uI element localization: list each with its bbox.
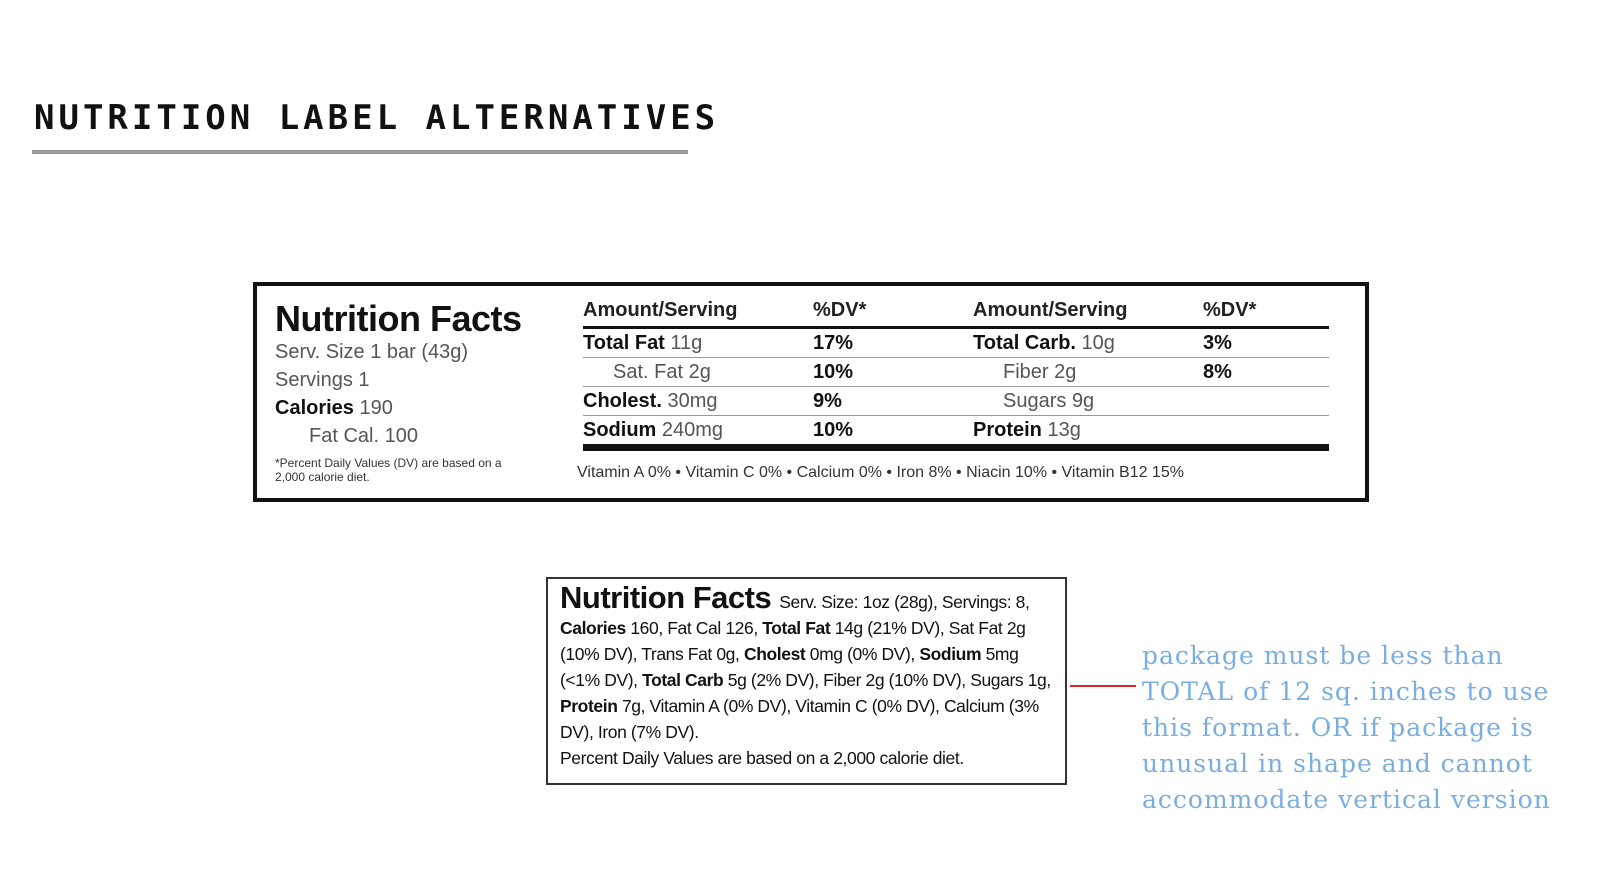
nutrient-dv: 9% [813, 390, 842, 412]
nutrient-amount: 240mg [661, 419, 724, 441]
nutrient-dv: 10% [813, 419, 854, 441]
table-row [583, 416, 1329, 451]
nutrient-grid [583, 296, 1329, 451]
nutrient-name: Sugars [1003, 390, 1067, 412]
nutrient-name: Total Carb. [973, 332, 1076, 354]
dv-footnote: *Percent Daily Values (DV) are based on a 2,000 calorie diet. [275, 456, 502, 484]
linear-label-text [560, 580, 1053, 771]
nutrient-cell [583, 387, 718, 415]
nutrient-amount: 30mg [667, 390, 718, 412]
linear-text-segment: 160, Fat Cal 126, [625, 618, 763, 638]
cholesterol-label: Cholest [743, 644, 806, 664]
nutrient-cell [973, 329, 1115, 357]
linear-text-segment: 14g (21% DV), Sat Fat 2g (10% DV), Trans Fat 0g, [560, 618, 1026, 664]
nutrient-cell [583, 358, 711, 386]
nutrient-dv: 17% [813, 332, 854, 354]
page-title: NUTRITION LABEL ALTERNATIVES [34, 98, 720, 138]
header-amount-right: Amount/Serving [973, 299, 1128, 321]
serving-size: Serv. Size 1 bar (43g) [275, 341, 469, 363]
nutrition-facts-heading: Nutrition Facts [275, 298, 522, 339]
nutrient-name: Protein [973, 419, 1042, 441]
calories-value: 190 [359, 397, 393, 419]
total-fat-label: Total Fat [762, 618, 831, 638]
nutrient-cell [973, 416, 1081, 444]
table-row [583, 387, 1329, 416]
linear-text-segment: 7g, Vitamin A (0% DV), Vitamin C (0% DV), Calcium (3% DV), Iron (7% DV). [560, 696, 1039, 742]
linear-text-segment: 5mg (<1% DV), [560, 644, 1019, 690]
annotation-line: package must be less than [1142, 641, 1504, 670]
calories-line [275, 394, 555, 422]
title-underline [32, 150, 688, 154]
linear-footer: Percent Daily Values are based on a 2,000 calorie diet. [560, 748, 964, 768]
annotation-line: unusual in shape and cannot [1142, 749, 1533, 778]
nutrient-name: Sodium [583, 419, 657, 441]
nutrient-cell [583, 329, 702, 357]
nutrient-name: Cholest. [583, 390, 662, 412]
fat-calories: Fat Cal. 100 [309, 425, 418, 447]
nutrition-facts-heading: Nutrition Facts [560, 580, 772, 615]
nutrient-dv: 10% [813, 361, 854, 383]
nutrient-amount: 2g [1054, 361, 1077, 383]
nutrient-amount: 10g [1081, 332, 1115, 354]
tabular-nutrition-label [253, 282, 1369, 502]
nutrient-cell [973, 358, 1076, 386]
nutrient-name: Total Fat [583, 332, 665, 354]
tabular-summary [275, 300, 555, 484]
annotation-line: this format. OR if package is [1142, 713, 1534, 742]
annotation-line: accommodate vertical version [1142, 785, 1551, 814]
nutrient-amount: 13g [1047, 419, 1081, 441]
annotation-connector-line [1070, 685, 1136, 687]
linear-text-segment: Serv. Size: 1oz (28g), Servings: 8, [779, 592, 1030, 612]
linear-text-segment: 0mg (0% DV), [805, 644, 920, 664]
table-row [583, 358, 1329, 387]
calories-label: Calories [275, 397, 354, 419]
nutrient-amount: 2g [688, 361, 711, 383]
total-carb-label: Total Carb [642, 670, 724, 690]
nutrient-name: Sat. Fat [613, 361, 684, 383]
nutrient-amount: 9g [1071, 390, 1095, 412]
sodium-label: Sodium [919, 644, 982, 664]
linear-text-segment: 5g (2% DV), Fiber 2g (10% DV), Sugars 1g, [723, 670, 1051, 690]
header-dv-left: %DV* [813, 299, 867, 321]
header-dv-right: %DV* [1203, 299, 1257, 321]
servings: Servings 1 [275, 369, 370, 391]
nutrient-dv: 3% [1203, 332, 1232, 354]
calories-label: Calories [560, 618, 626, 638]
protein-label: Protein [560, 696, 618, 716]
header-amount-left: Amount/Serving [583, 299, 738, 321]
vitamin-line: Vitamin A 0% • Vitamin C 0% • Calcium 0% • Iron 8% • Niacin 10% • Vitamin B12 15% [577, 464, 1184, 481]
nutrient-dv: 8% [1203, 361, 1232, 383]
nutrient-amount: 11g [670, 332, 703, 354]
nutrient-cell [583, 416, 723, 444]
nutrient-name: Fiber [1003, 361, 1049, 383]
annotation-line: TOTAL of 12 sq. inches to use [1142, 677, 1550, 706]
linear-nutrition-label [546, 577, 1067, 785]
table-row [583, 329, 1329, 358]
nutrient-cell [973, 387, 1094, 415]
grid-header [583, 296, 1329, 329]
annotation-note [1142, 638, 1612, 818]
